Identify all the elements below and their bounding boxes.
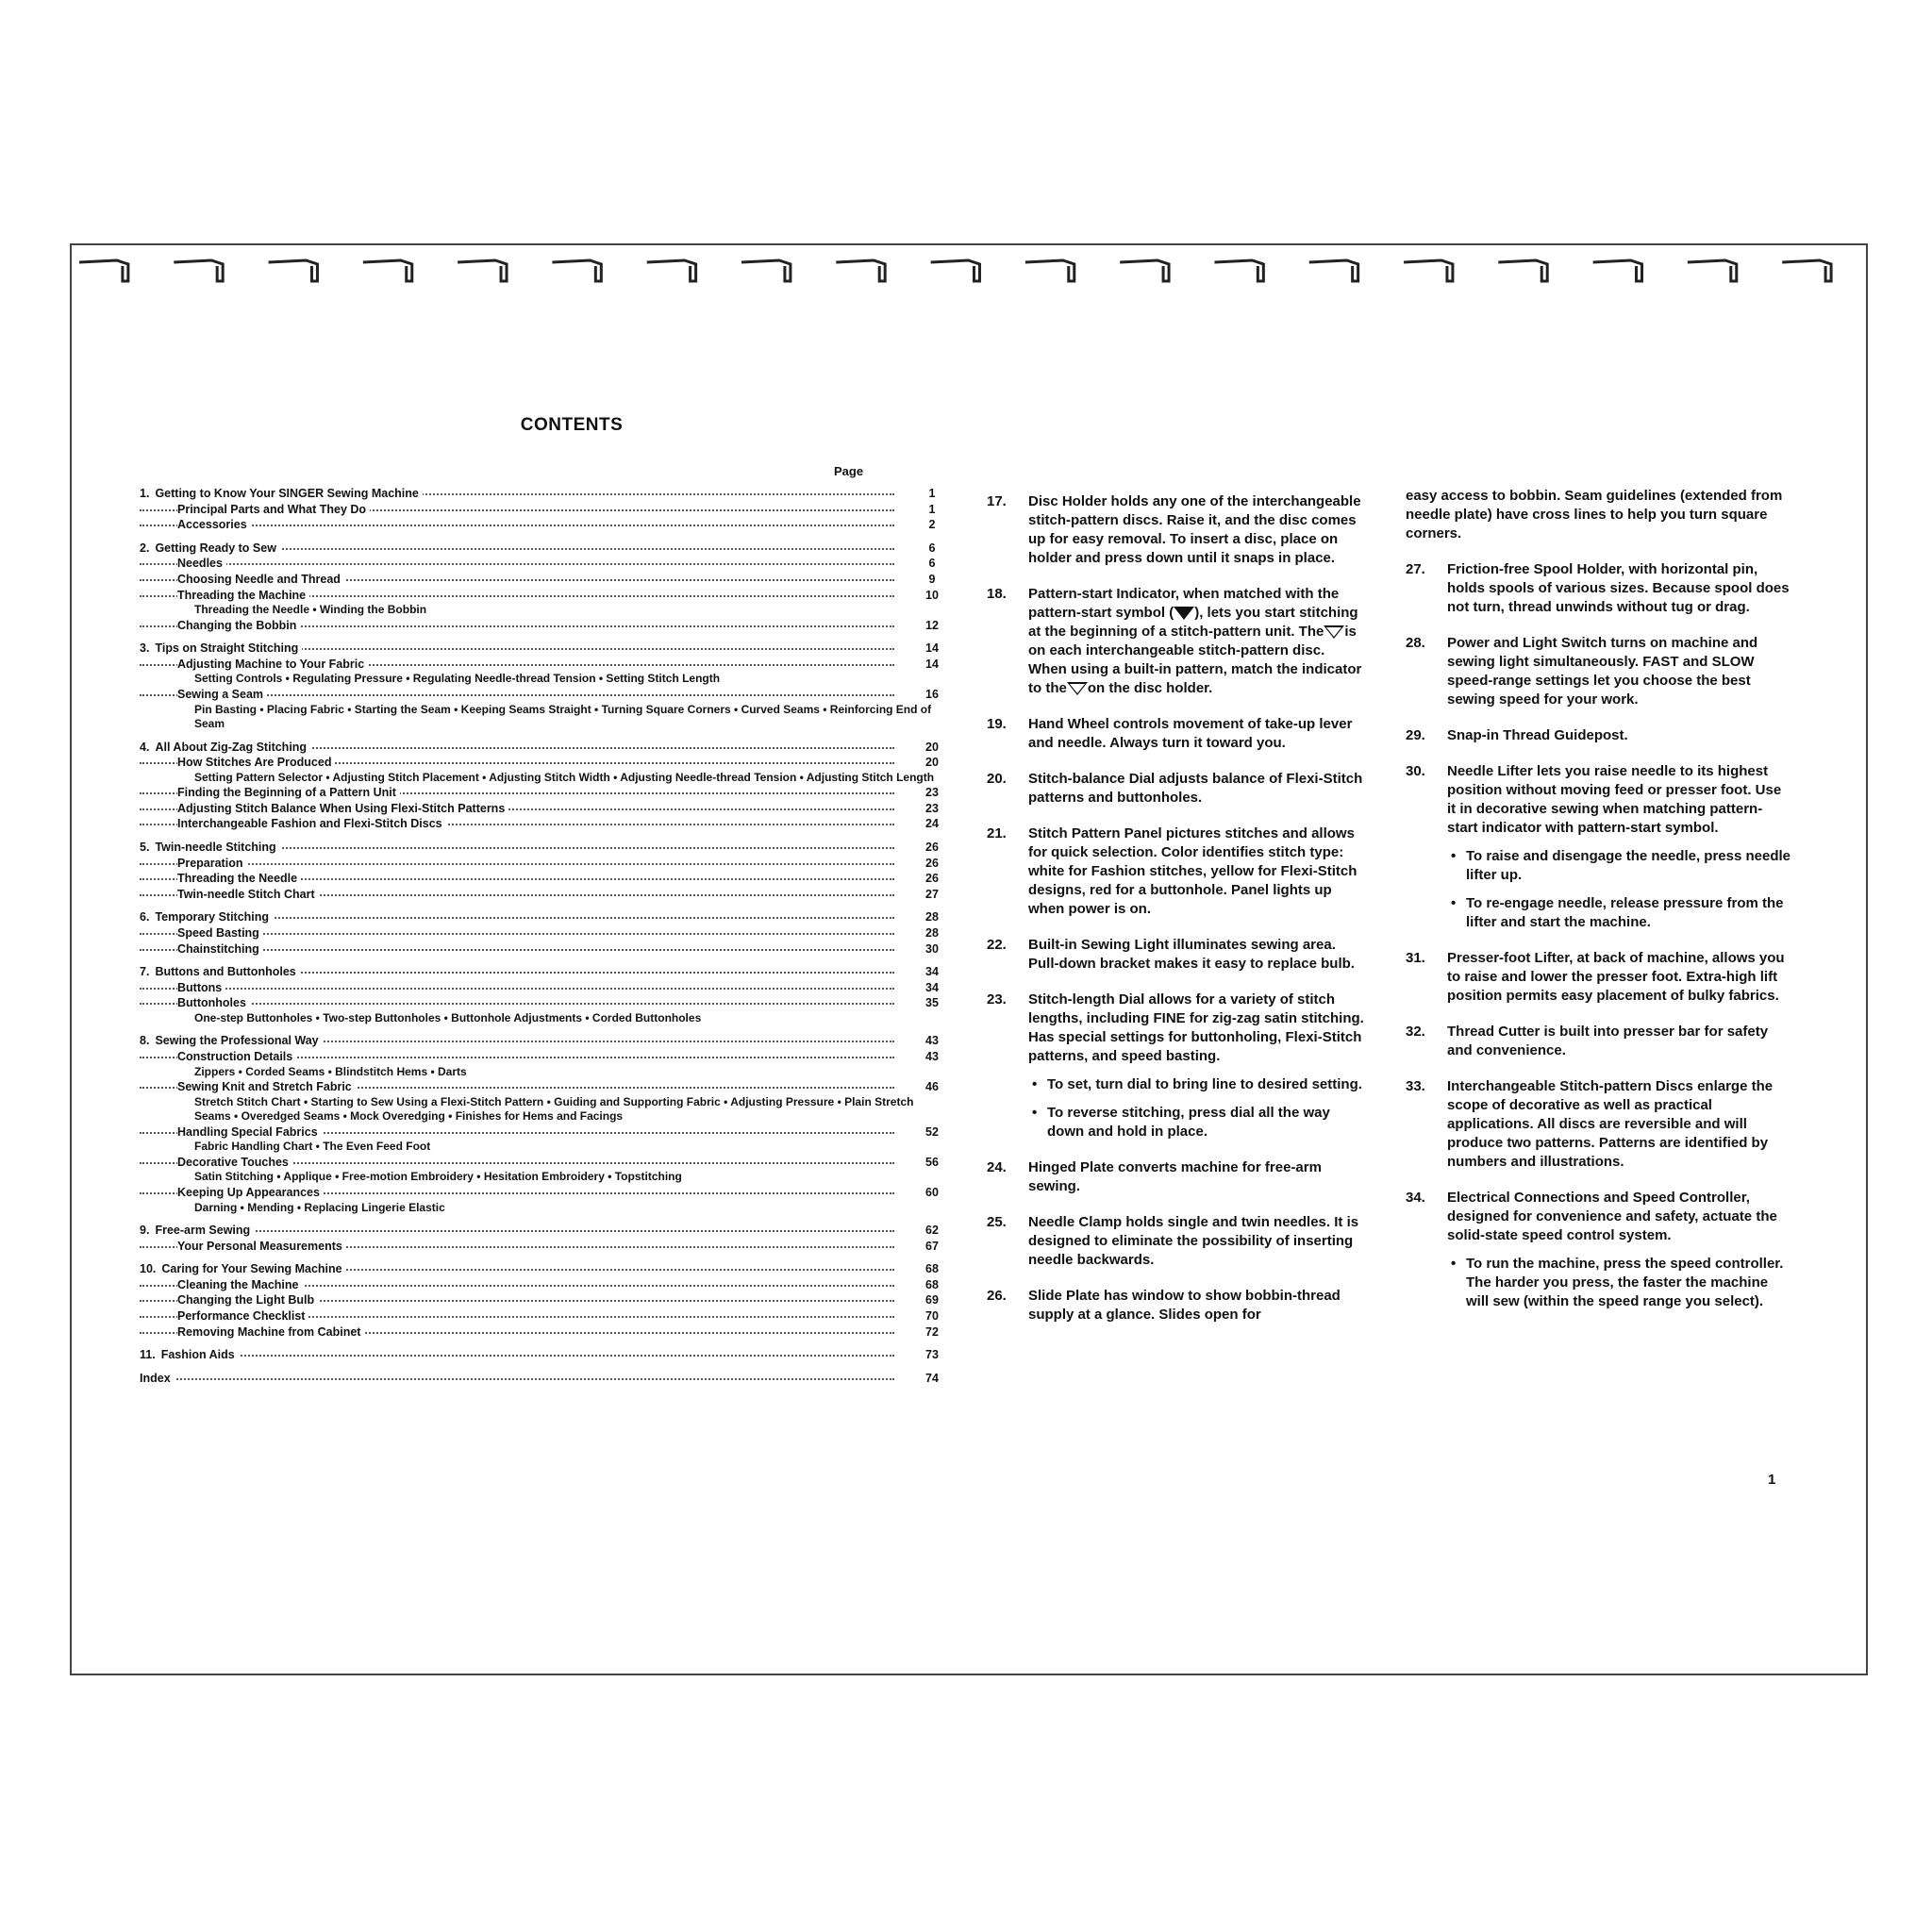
toc-section-title: Caring for Your Sewing Machine [161, 1262, 342, 1276]
part-number: 24. [987, 1159, 1007, 1175]
toc-page-number: 72 [925, 1324, 939, 1339]
toc-subentry [140, 980, 951, 996]
toc-entry-title: Principal Parts and What They Do [177, 502, 370, 518]
contents-title: CONTENTS [520, 415, 624, 435]
toc-entry-title: Buttons [177, 980, 225, 996]
toc-section-title: Getting to Know Your SINGER Sewing Machine [155, 487, 419, 500]
toc-subentry [140, 755, 951, 771]
toc-subentry [140, 1124, 951, 1141]
toc-entry-title: Speed Basting [177, 925, 263, 941]
dot-leader [140, 1355, 894, 1357]
toc-entry-title [140, 840, 280, 856]
binding-ring [269, 260, 318, 281]
toc-entry-title: Construction Details [177, 1049, 296, 1065]
toc-section-number: 3. [140, 641, 150, 656]
part-number: 18. [987, 586, 1007, 602]
toc-page-number: 1 [928, 502, 936, 516]
toc-subentry [140, 1308, 951, 1324]
toc-page-number: 23 [925, 801, 939, 815]
toc-page-number: 46 [925, 1080, 939, 1094]
toc-topic-list: Pin Basting • Placing Fabric • Starting the Seam • Keeping Seams Straight • Turning Square Corners • Curved Seams • Reinforcing End of Seam [194, 702, 932, 731]
part-description [1406, 1189, 1792, 1311]
toc-subentry [140, 687, 951, 703]
toc-page-number: 43 [925, 1034, 939, 1048]
binding-ring [79, 260, 128, 281]
toc-section-title: Twin-needle Stitching [155, 841, 276, 854]
toc-entry-title: Chainstitching [177, 941, 263, 958]
part-description [1406, 1023, 1792, 1060]
toc-page-number: 26 [925, 841, 939, 854]
pattern-indicator-triangle-icon [1324, 625, 1344, 639]
toc-section [140, 1033, 951, 1215]
toc-subentry [140, 556, 951, 572]
part-description [987, 585, 1364, 698]
toc-entry-title: Threading the Needle [177, 871, 301, 887]
toc-subentry [140, 801, 951, 817]
toc-page-number: 56 [925, 1155, 939, 1169]
binding-ring [1498, 260, 1547, 281]
part-text: Electrical Connections and Speed Controller, designed for convenience and safety, actuate the solid-state speed control system. [1447, 1190, 1777, 1243]
toc-entry-title: Threading the Machine [177, 588, 309, 604]
part-text: Slide Plate has window to show bobbin-thread supply at a glance. Slides open for [1028, 1288, 1341, 1323]
toc-entry [140, 486, 951, 502]
toc-entry [140, 740, 951, 756]
binding-ring [1120, 260, 1169, 281]
toc-entry-title: Changing the Bobbin [177, 618, 300, 634]
toc-page-number: 14 [925, 657, 939, 671]
toc-entry-title: Performance Checklist [177, 1308, 308, 1324]
toc-page-number: 69 [925, 1293, 939, 1307]
toc-section-number: 1. [140, 487, 150, 500]
manual-page-spread [70, 243, 1868, 1675]
part-number: 25. [987, 1214, 1007, 1230]
binding-ring [1025, 260, 1074, 281]
binding-ring [836, 260, 885, 281]
binding-ring [458, 260, 507, 281]
bullet-instruction: • To reverse stitching, press dial all the way down and hold in place. [1028, 1104, 1364, 1141]
toc-section-title: All About Zig-Zag Stitching [155, 740, 308, 754]
part-description [987, 492, 1364, 568]
toc-entry-title: Decorative Touches [177, 1155, 292, 1171]
toc-entry-title [140, 486, 423, 502]
part-description [987, 715, 1364, 753]
dot-leader [140, 525, 894, 526]
toc-page-number: 14 [925, 641, 939, 656]
parts-column-right [1406, 487, 1792, 1328]
toc-page-number: 9 [928, 572, 936, 586]
toc-section-number: 11. [140, 1348, 156, 1362]
part-text: Stitch Pattern Panel pictures stitches and allows for quick selection. Color identifies stitch type: white for Fashion stitches, yellow for Flexi-Stitch designs, red for a buttonhole. Panel lights up when power is on. [1028, 825, 1357, 917]
toc-topic-list: Zippers • Corded Seams • Blindstitch Hems • Darts [194, 1064, 467, 1078]
toc-entry-title: Your Personal Measurements [177, 1239, 346, 1255]
toc-section [140, 1223, 951, 1254]
binding-ring [1782, 260, 1831, 281]
part-description [1406, 762, 1792, 932]
toc-section-title: Temporary Stitching [155, 910, 270, 924]
toc-entry [140, 909, 951, 925]
toc-entry-title: Index [140, 1371, 175, 1387]
toc-entry-title [140, 1223, 254, 1239]
toc-page-number: 2 [928, 518, 936, 532]
toc-entry-title: Adjusting Stitch Balance When Using Flexi-Stitch Patterns [177, 801, 508, 817]
part-description [987, 991, 1364, 1141]
toc-section-number: 4. [140, 740, 150, 754]
toc-entry-title: Finding the Beginning of a Pattern Unit [177, 785, 400, 801]
part-description [1406, 1077, 1792, 1172]
part-text: Needle Clamp holds single and twin needles. It is designed to eliminate the possibility of inserting needle backwards. [1028, 1214, 1359, 1268]
toc-page-number: 60 [925, 1185, 939, 1199]
continued-text: easy access to bobbin. Seam guidelines (extended from needle plate) have cross lines to help you turn square corners. [1406, 488, 1783, 541]
toc-topic-list: Setting Controls • Regulating Pressure • Regulating Needle-thread Tension • Setting Stitch Length [194, 672, 721, 686]
toc-page-number: 10 [925, 588, 939, 602]
page-column-label: Page [834, 464, 864, 478]
toc-topic-list: One-step Buttonholes • Two-step Buttonholes • Buttonhole Adjustments • Corded Buttonholes [194, 1010, 702, 1024]
toc-entry [140, 541, 951, 557]
toc-topic-list: Threading the Needle • Winding the Bobbin [194, 603, 427, 617]
toc-page-number: 24 [925, 817, 939, 831]
toc-subentry [140, 941, 951, 958]
toc-entry-title [140, 641, 302, 657]
toc-section-number: 8. [140, 1034, 150, 1048]
part-text: Built-in Sewing Light illuminates sewing area. Pull-down bracket makes it easy to replace bulb. [1028, 937, 1355, 972]
part-number: 31. [1406, 950, 1425, 966]
pattern-start-symbol-icon [1174, 607, 1194, 620]
toc-entry [140, 1371, 951, 1387]
part-number: 28. [1406, 635, 1425, 651]
toc-section [140, 1261, 951, 1340]
part-number: 17. [987, 493, 1007, 509]
toc-topic-list: Stretch Stitch Chart • Starting to Sew Using a Flexi-Stitch Pattern • Guiding and Supporting Fabric • Adjusting Pressure • Plain Stretch Seams • Overedged Seams • Mock Overedging • Finishes for Hems and Facings [194, 1094, 914, 1124]
toc-subentry [140, 816, 951, 832]
part-number: 27. [1406, 561, 1425, 577]
bullet-instruction: • To raise and disengage the needle, press needle lifter up. [1447, 847, 1792, 885]
dot-leader [140, 1003, 894, 1005]
toc-entry-title: Preparation [177, 856, 246, 872]
toc-page-number: 30 [925, 941, 939, 956]
toc-section-title: Free-arm Sewing [155, 1224, 251, 1237]
toc-page-number: 1 [928, 487, 936, 500]
toc-page-number: 6 [928, 557, 936, 571]
toc-subentry [140, 925, 951, 941]
part-text-segment: on the disc holder. [1087, 680, 1213, 696]
part-description [1406, 726, 1792, 745]
binding-ring [741, 260, 791, 281]
toc-entry [140, 1261, 951, 1277]
toc-entry-title [140, 909, 273, 925]
toc-section-title: Fashion Aids [160, 1348, 235, 1362]
part-number: 32. [1406, 1024, 1425, 1040]
toc-entry-title: How Stitches Are Produced [177, 755, 335, 771]
toc-entry-title: Cleaning the Machine [177, 1277, 303, 1293]
toc-subentry [140, 588, 951, 604]
toc-subentry [140, 871, 951, 887]
part-number: 20. [987, 771, 1007, 787]
toc-entry-title: Sewing Knit and Stretch Fabric [177, 1079, 356, 1095]
part-text: Snap-in Thread Guidepost. [1447, 727, 1628, 743]
toc-entry [140, 1033, 951, 1049]
toc-section [140, 740, 951, 832]
toc-page-number: 28 [925, 910, 939, 924]
toc-entry-title [140, 541, 280, 557]
part-text-segment: ), lets you start stitching at the beginning of a stitch-pattern unit. The [1028, 605, 1358, 640]
toc-entry-title [140, 964, 300, 980]
part-text: Power and Light Switch turns on machine and sewing light simultaneously. FAST and SLOW speed-range settings let you choose the best sewing speed for your work. [1447, 635, 1758, 708]
page-number: 1 [1768, 1472, 1776, 1488]
toc-page-number: 35 [925, 996, 939, 1010]
bullet-instruction: • To set, turn dial to bring line to desired setting. [1028, 1075, 1364, 1094]
part-text: Interchangeable Stitch-pattern Discs enlarge the scope of decorative as well as practical applications. All discs are reversible and will produce two patterns. Patterns are identified by numbers and illustrations. [1447, 1078, 1774, 1170]
toc-subentry [140, 1239, 951, 1255]
toc-entry-title: Handling Special Fabrics [177, 1124, 322, 1141]
toc-subentry [140, 1277, 951, 1293]
toc-page-number: 26 [925, 872, 939, 886]
binding-ring [1593, 260, 1642, 281]
toc-subentry [140, 572, 951, 588]
binding-ring [1309, 260, 1358, 281]
toc-entry-title: Interchangeable Fashion and Flexi-Stitch Discs [177, 816, 446, 832]
bullet-instruction: • To run the machine, press the speed controller. The harder you press, the faster the machine will sew (within the speed range you select). [1447, 1255, 1792, 1311]
binding-ring [1214, 260, 1263, 281]
part-description [987, 1213, 1364, 1270]
toc-entry-title: Removing Machine from Cabinet [177, 1324, 364, 1341]
toc-subentry [140, 618, 951, 634]
toc-page-number: 16 [925, 687, 939, 701]
part-number: 19. [987, 716, 1007, 732]
toc-entry [140, 1347, 951, 1363]
toc-topic-list: Fabric Handling Chart • The Even Feed Foot [194, 1140, 431, 1154]
toc-page-number: 74 [925, 1371, 939, 1385]
part-text-segment: Pattern-start Indicator, when matched with the pattern-start symbol ( [1028, 586, 1340, 621]
toc-page-number: 20 [925, 756, 939, 770]
toc-section [140, 964, 951, 1025]
toc-entry-title [140, 1347, 239, 1363]
toc-entry-title: Buttonholes [177, 995, 250, 1011]
dot-leader [140, 1378, 894, 1380]
toc-section [140, 909, 951, 957]
part-description [987, 1158, 1364, 1196]
toc-section-number: 7. [140, 965, 150, 979]
part-text: Needle Lifter lets you raise needle to its highest position without moving feed or presser foot. Use it in decorative sewing when matching pattern-start indicator with pattern-start symbol. [1447, 763, 1782, 836]
toc-entry [140, 641, 951, 657]
toc-subentry [140, 1185, 951, 1201]
part-number: 21. [987, 825, 1007, 841]
part-description [987, 770, 1364, 808]
toc-section [140, 840, 951, 902]
toc-page-number: 27 [925, 887, 939, 901]
toc-page-number: 34 [925, 965, 939, 979]
toc-section-number: 10. [140, 1262, 157, 1276]
bullet-instruction: • To re-engage needle, release pressure from the lifter and start the machine. [1447, 894, 1792, 932]
toc-section [140, 641, 951, 731]
part-text: Presser-foot Lifter, at back of machine, allows you to raise and lower the presser foot. Extra-high lift position permits easy placement of bulky fabrics. [1447, 950, 1785, 1004]
toc-section-title: Buttons and Buttonholes [155, 965, 296, 979]
toc-subentry [140, 887, 951, 903]
toc-subentry [140, 1049, 951, 1065]
toc-entry [140, 840, 951, 856]
toc-entry-title [140, 740, 310, 756]
part-text: Friction-free Spool Holder, with horizontal pin, holds spools of various sizes. Because spool does not turn, thread unwinds without tug or drag. [1447, 561, 1790, 615]
toc-subentry [140, 785, 951, 801]
toc-page-number: 68 [925, 1277, 939, 1291]
toc-subentry [140, 1155, 951, 1171]
spiral-binding [72, 257, 1866, 289]
toc-entry-title: Choosing Needle and Thread [177, 572, 344, 588]
binding-ring [931, 260, 980, 281]
toc-topic-list: Darning • Mending • Replacing Lingerie Elastic [194, 1200, 445, 1214]
toc-section [140, 541, 951, 633]
toc-page-number: 28 [925, 925, 939, 940]
toc-page-number: 26 [925, 856, 939, 870]
binding-ring [363, 260, 412, 281]
toc-page-number: 20 [925, 740, 939, 754]
part-text-segment: is on each interchangeable stitch-pattern disc. When using a built-in pattern, match the indicator to the [1028, 624, 1362, 696]
dot-leader [140, 863, 894, 865]
toc-page-number: 43 [925, 1050, 939, 1064]
part-text [1028, 585, 1364, 698]
toc-section-number: 5. [140, 841, 150, 854]
toc-section [140, 1347, 951, 1363]
part-description [987, 1287, 1364, 1324]
binding-ring [552, 260, 601, 281]
dot-leader [140, 988, 894, 990]
part-description [987, 824, 1364, 919]
toc-entry [140, 964, 951, 980]
binding-ring [1688, 260, 1737, 281]
part-text: Stitch-balance Dial adjusts balance of Flexi-Stitch patterns and buttonholes. [1028, 771, 1363, 806]
toc-subentry [140, 856, 951, 872]
toc-subentry [140, 1292, 951, 1308]
binding-ring [647, 260, 696, 281]
toc-entry-title: Changing the Light Bulb [177, 1292, 318, 1308]
toc-subentry [140, 1079, 951, 1095]
toc-entry-title: Twin-needle Stitch Chart [177, 887, 319, 903]
part-text: Disc Holder holds any one of the interchangeable stitch-pattern discs. Raise it, and the disc comes up for easy removal. To insert a disc, place on holder and press down until it snaps in place. [1028, 493, 1361, 566]
toc-page-number: 12 [925, 618, 939, 632]
toc-subentry [140, 1324, 951, 1341]
part-number: 23. [987, 991, 1007, 1008]
toc-section-number: 9. [140, 1224, 150, 1237]
toc-page-number: 34 [925, 980, 939, 994]
toc-subentry [140, 502, 951, 518]
toc-entry-title: Keeping Up Appearances [177, 1185, 324, 1201]
part-text: Hand Wheel controls movement of take-up lever and needle. Always turn it toward you. [1028, 716, 1353, 751]
toc-entry-title [140, 1261, 346, 1277]
toc-page-number: 62 [925, 1224, 939, 1237]
toc-topic-list: Setting Pattern Selector • Adjusting Stitch Placement • Adjusting Stitch Width • Adjusting Needle-thread Tension • Adjusting Stitch Length [194, 770, 935, 784]
toc-entry [140, 1223, 951, 1239]
dot-leader [140, 563, 894, 565]
part-description [987, 936, 1364, 974]
part-number: 33. [1406, 1078, 1425, 1094]
toc-page-number: 6 [928, 541, 936, 555]
toc-section [140, 1371, 951, 1387]
part-description [1406, 634, 1792, 709]
toc-entry-title [140, 1033, 323, 1049]
toc-subentry [140, 995, 951, 1011]
toc-page-number: 68 [925, 1262, 939, 1276]
toc-page-number: 73 [925, 1348, 939, 1362]
toc-subentry [140, 657, 951, 673]
part-number: 26. [987, 1288, 1007, 1304]
toc-subentry [140, 517, 951, 533]
part-description [1406, 949, 1792, 1006]
toc-section-title: Sewing the Professional Way [155, 1034, 319, 1048]
part-number: 34. [1406, 1190, 1425, 1206]
part-text: Thread Cutter is built into presser bar for safety and convenience. [1447, 1024, 1769, 1058]
pattern-indicator-triangle-icon [1067, 682, 1088, 695]
toc-section-title: Tips on Straight Stitching [155, 641, 299, 656]
toc-section [140, 486, 951, 533]
part-number: 29. [1406, 727, 1425, 743]
part-text: Stitch-length Dial allows for a variety of stitch lengths, including FINE for zig-zag satin stitching. Has special settings for buttonholing, Flexi-Stitch patterns, and speed basting. [1028, 991, 1364, 1064]
toc-section-title: Getting Ready to Sew [155, 541, 276, 555]
toc-section-number: 6. [140, 910, 150, 924]
toc-entry-title: Sewing a Seam [177, 687, 267, 703]
toc-page-number: 52 [925, 1124, 939, 1139]
binding-ring [174, 260, 223, 281]
part-description [1406, 560, 1792, 617]
part-text: Hinged Plate converts machine for free-arm sewing. [1028, 1159, 1322, 1194]
toc-entry-title: Needles [177, 556, 226, 572]
toc-page-number: 70 [925, 1308, 939, 1323]
part-number: 22. [987, 937, 1007, 953]
toc-page-number: 23 [925, 786, 939, 800]
toc-topic-list: Satin Stitching • Applique • Free-motion Embroidery • Hesitation Embroidery • Topstitching [194, 1170, 682, 1184]
part-number: 30. [1406, 763, 1425, 779]
toc-entry-title: Accessories [177, 517, 251, 533]
binding-ring [1404, 260, 1453, 281]
toc-section-number: 2. [140, 541, 150, 555]
parts-column-left [987, 492, 1364, 1341]
toc-page-number: 67 [925, 1239, 939, 1253]
table-of-contents [140, 486, 951, 1393]
toc-entry-title: Adjusting Machine to Your Fabric [177, 657, 368, 673]
